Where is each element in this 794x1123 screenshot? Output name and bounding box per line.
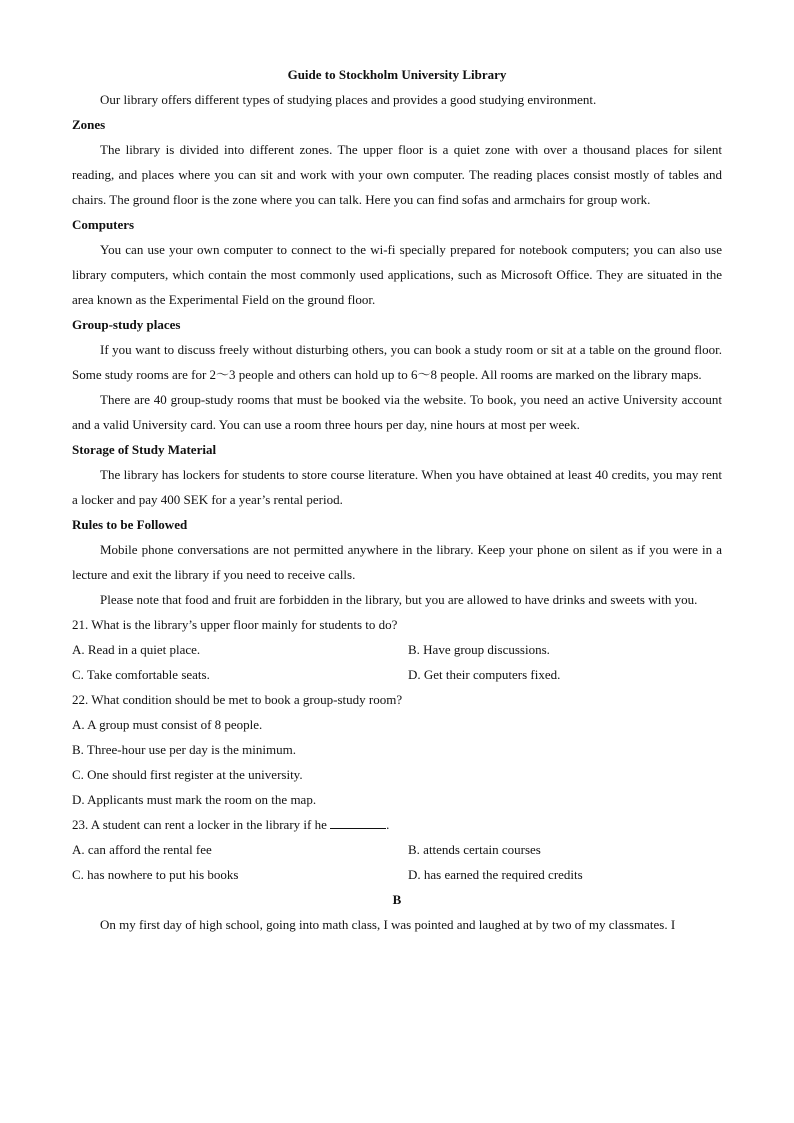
- group-study-paragraph-1: If you want to discuss freely without disturbing others, you can book a study room or sit at a table on the ground floor. Some study rooms are for 2～3 people and others can hold up to 6～8 people. All rooms are marked on the library maps.: [72, 342, 722, 382]
- question-23-option-a: A. can afford the rental fee: [72, 842, 212, 857]
- storage-paragraph: The library has lockers for students to store course literature. When you have obtained at least 40 credits, you may rent a locker and pay 400 SEK for a year’s rental period.: [72, 467, 722, 507]
- heading-group-study: Group-study places: [72, 317, 181, 332]
- question-23-options-row-1: [72, 837, 722, 862]
- document-page: [72, 62, 722, 937]
- part-b-heading: B: [392, 892, 402, 907]
- zones-paragraph: The library is divided into different zones. The upper floor is a quiet zone with over a thousand places for silent reading, and places where you can sit and work with your own computer. The reading places consist mostly of tables and chairs. The ground floor is the zone where you can talk. Here you can find sofas and armchairs for group work.: [72, 142, 722, 207]
- computers-paragraph: You can use your own computer to connect to the wi-fi specially prepared for notebook computers; you can also use library computers, which contain the most commonly used applications, such as Microsoft Office. They are situated in the area known as the Experimental Field on the ground floor.: [72, 242, 722, 307]
- heading-storage: Storage of Study Material: [72, 442, 217, 457]
- question-23-option-c: C. has nowhere to put his books: [72, 867, 239, 882]
- question-21-option-b: B. Have group discussions.: [408, 642, 550, 657]
- question-22-option-a: A. A group must consist of 8 people.: [72, 717, 263, 732]
- question-21-option-c: C. Take comfortable seats.: [72, 667, 210, 682]
- question-22-option-d: D. Applicants must mark the room on the map.: [72, 792, 317, 807]
- question-21-options-row-1: [72, 637, 722, 662]
- question-23-option-d: D. has earned the required credits: [408, 867, 583, 882]
- intro-paragraph: Our library offers different types of studying places and provides a good studying environment.: [100, 92, 597, 107]
- question-21-option-a: A. Read in a quiet place.: [72, 642, 201, 657]
- question-22-option-b: B. Three-hour use per day is the minimum.: [72, 742, 296, 757]
- part-b-paragraph: On my first day of high school, going into math class, I was pointed and laughed at by two of my classmates. I: [100, 917, 676, 932]
- question-23-stem-line: [72, 812, 722, 837]
- question-21-option-d: D. Get their computers fixed.: [408, 667, 561, 682]
- question-22-stem: 22. What condition should be met to book a group-study room?: [72, 692, 403, 707]
- rules-paragraph-2: Please note that food and fruit are forbidden in the library, but you are allowed to have drinks and sweets with you.: [100, 592, 698, 607]
- question-21-options-row-2: [72, 662, 722, 687]
- heading-computers: Computers: [72, 217, 135, 232]
- question-22-option-c: C. One should first register at the university.: [72, 767, 303, 782]
- question-21-stem: 21. What is the library’s upper floor mainly for students to do?: [72, 617, 398, 632]
- answer-blank: [330, 814, 386, 829]
- question-23-options-row-2: [72, 862, 722, 887]
- rules-paragraph-1: Mobile phone conversations are not permitted anywhere in the library. Keep your phone on silent as if you were in a lecture and exit the library if you need to receive calls.: [72, 542, 722, 582]
- group-study-paragraph-2: There are 40 group-study rooms that must be booked via the website. To book, you need an active University account and a valid University card. You can use a room three hours per day, nine hours at most per week.: [72, 392, 722, 432]
- question-23-stem-end: .: [386, 817, 390, 832]
- heading-rules: Rules to be Followed: [72, 517, 188, 532]
- heading-zones: Zones: [72, 117, 106, 132]
- page-title: Guide to Stockholm University Library: [287, 67, 507, 82]
- question-23-stem: 23. A student can rent a locker in the library if he: [72, 817, 327, 832]
- question-23-option-b: B. attends certain courses: [408, 842, 541, 857]
